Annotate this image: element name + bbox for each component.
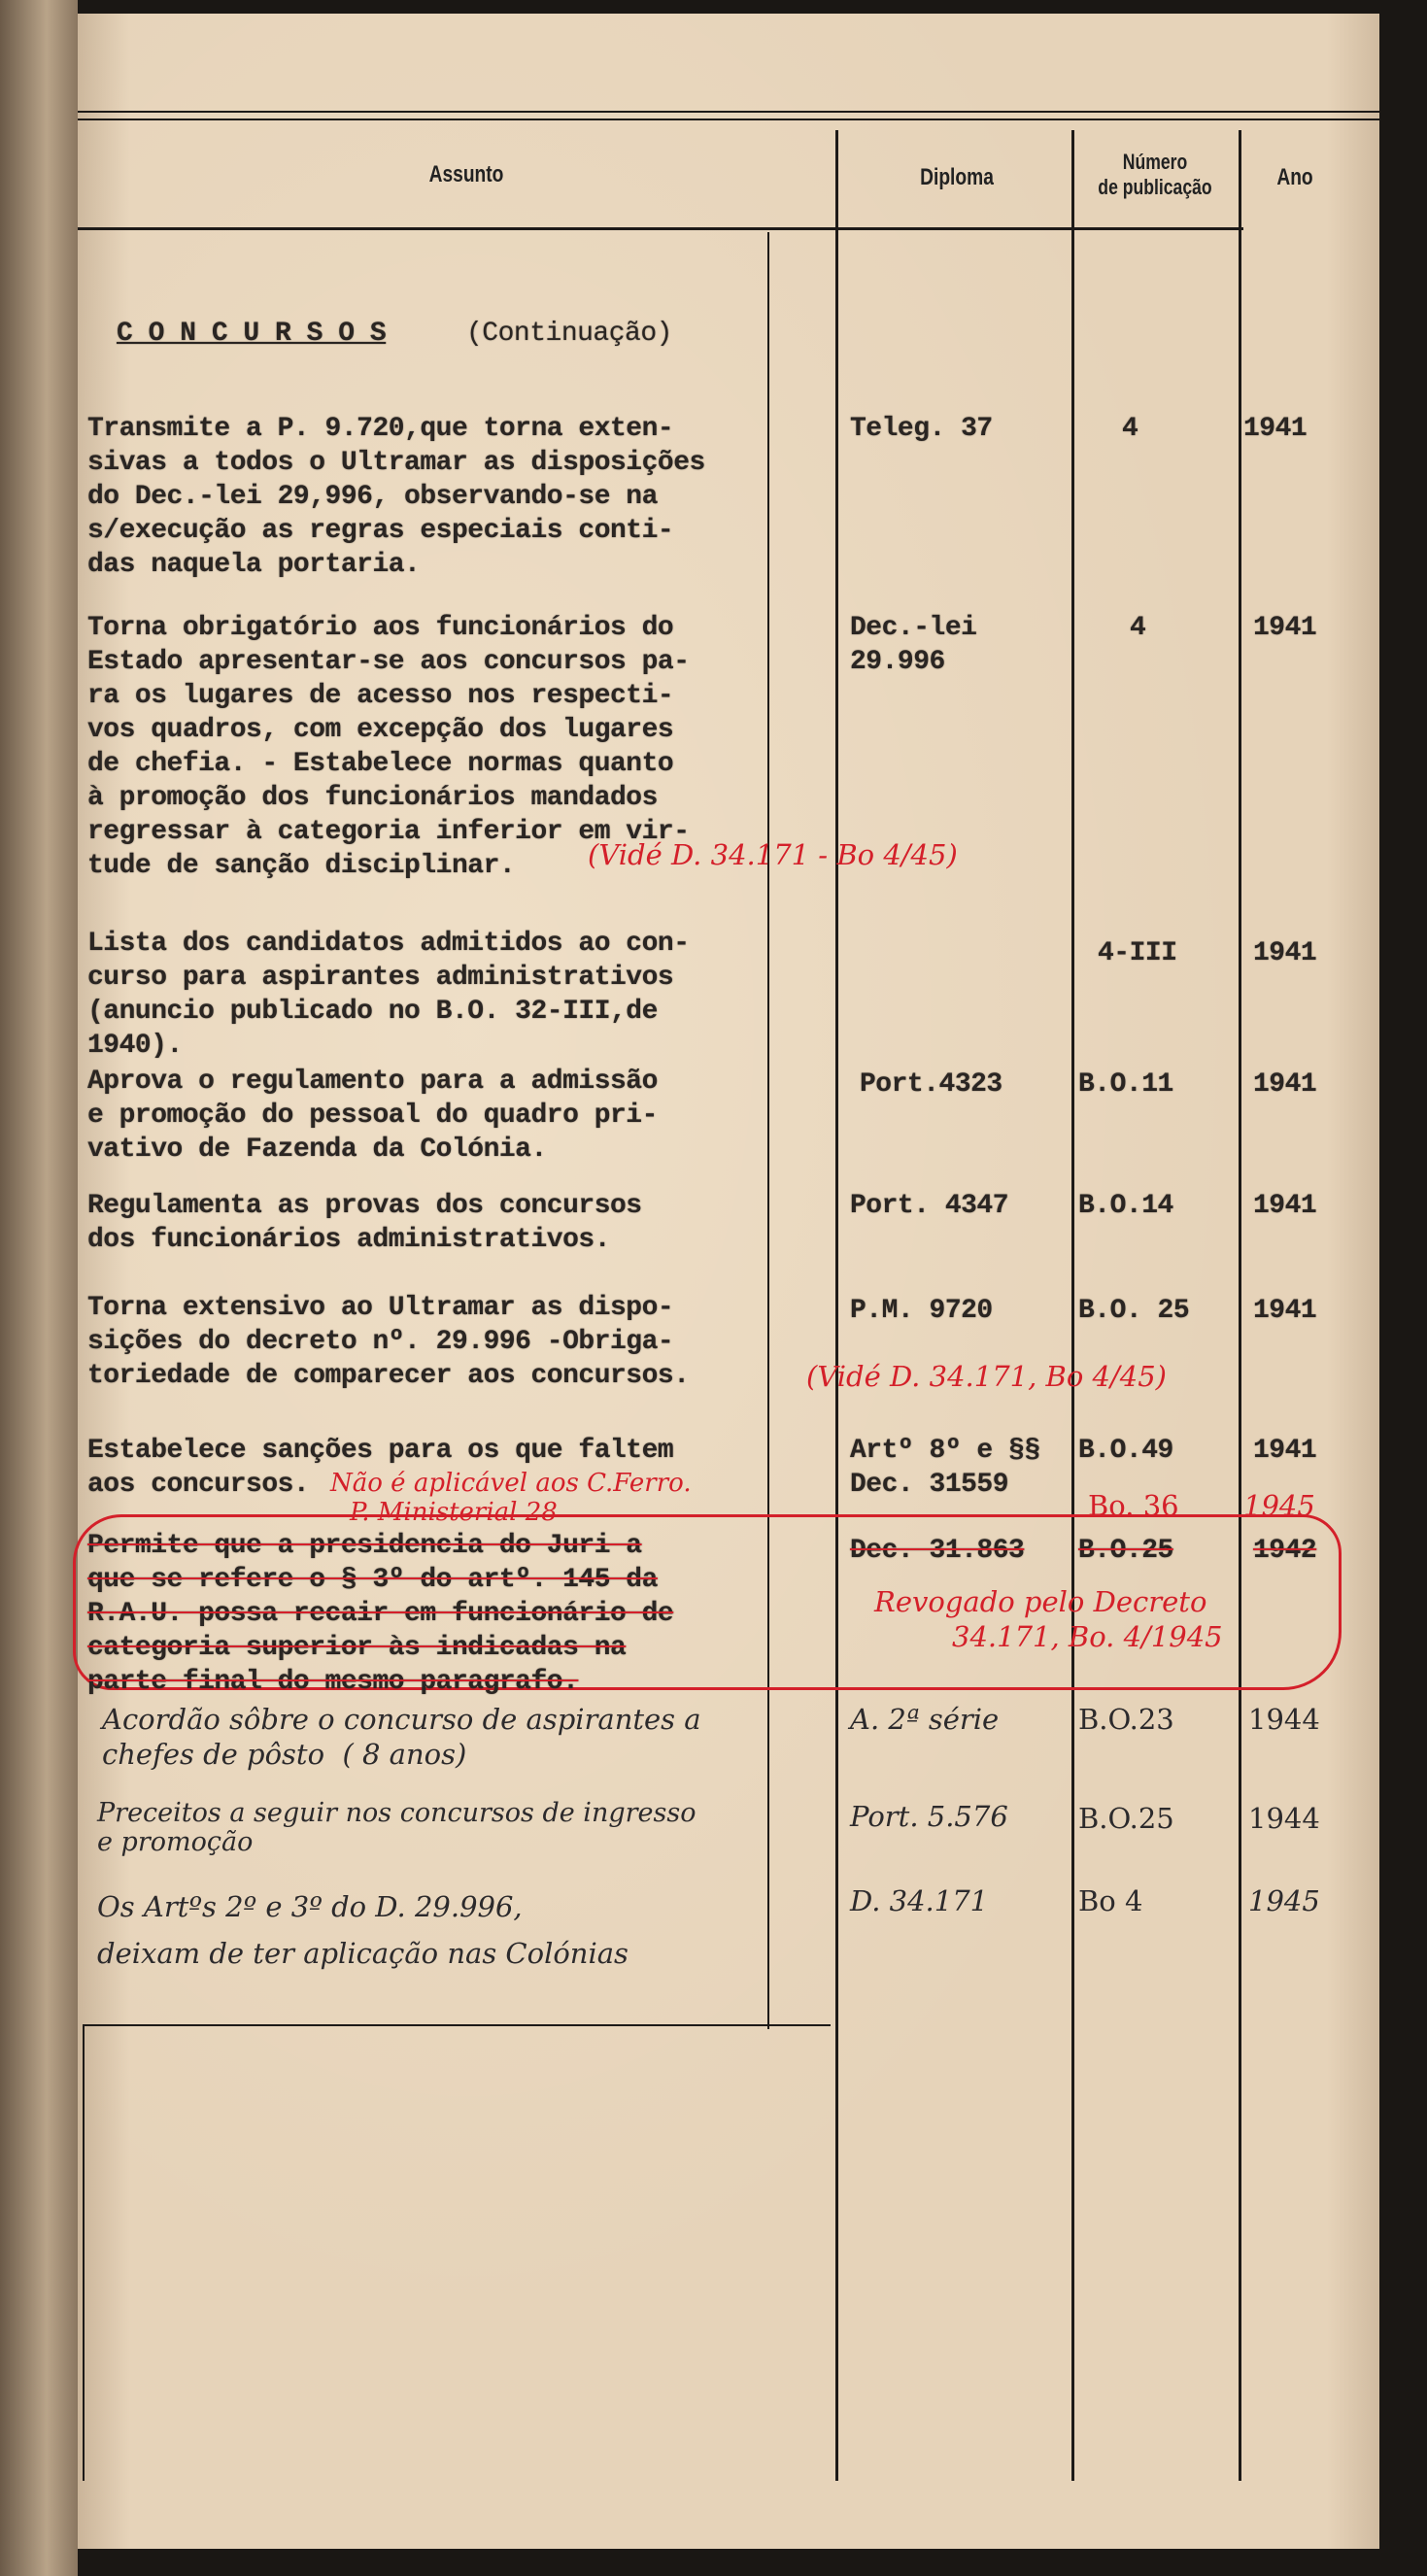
ledger-page xyxy=(78,14,1379,2549)
row-diploma: Artº 8º e §§ Dec. 31559 xyxy=(850,1436,1040,1500)
row-numero: 4-III xyxy=(1098,938,1177,968)
revoked-note: Revogado pelo Decreto xyxy=(874,1585,1207,1618)
row-assunto: Aprova o regulamento para a admissão e promoção do pessoal do quadro pri- vativo de Fazenda da Colónia. xyxy=(87,1067,658,1165)
row-numero: Bo 4 xyxy=(1078,1884,1143,1917)
row-ano: 1945 xyxy=(1248,1884,1320,1917)
row-numero: B.O.11 xyxy=(1078,1069,1173,1100)
row-note: (Vidé D. 34.171 - Bo 4/45) xyxy=(588,838,958,871)
top-rule xyxy=(78,111,1379,113)
top-rule-2 xyxy=(78,119,1379,120)
row-assunto: Torna obrigatório aos funcionários do Estado apresentar-se aos concursos pa- ra os lugares de acesso nos respecti- vos quadros, com excepção dos lugares de chefia. - Estabelece normas quanto à promoção dos funcionários mandados regressar à categoria inferior em vir- tude de sanção disciplinar. xyxy=(87,613,690,881)
row-diploma: A. 2ª série xyxy=(850,1703,1000,1736)
bottom-rule xyxy=(83,2024,831,2026)
row-diploma: Dec. 31.863 xyxy=(850,1536,1025,1566)
previous-page-edge xyxy=(0,0,78,2576)
col-divider-ano xyxy=(1239,130,1241,2481)
assunto-inner-rule xyxy=(767,232,769,2029)
row-numero: B.O.14 xyxy=(1078,1191,1173,1221)
header-numero-line1: Número xyxy=(1122,150,1188,174)
row-diploma: Dec.-lei 29.996 xyxy=(850,613,977,677)
row-assunto: Os Artºs 2º e 3º do D. 29.996, deixam de ter aplicação nas Colónias xyxy=(97,1890,629,1970)
header-numero xyxy=(1088,150,1222,200)
row-ano-2: 1945 xyxy=(1243,1489,1315,1522)
col-divider-numero xyxy=(1071,130,1074,2481)
row-assunto: Acordão sôbre o concurso de aspirantes a chefes de pôsto ( 8 anos) xyxy=(102,1703,701,1771)
row-ano: 1941 xyxy=(1253,1436,1317,1466)
row-ano: 1941 xyxy=(1243,414,1308,444)
bottom-left-rule xyxy=(83,2024,85,2481)
section-suffix: (Continuação) xyxy=(466,319,672,349)
row-assunto: Transmite a P. 9.720,que torna exten- sivas a todos o Ultramar as disposições do Dec.-lei 29,996, observando-se na s/execução as regras especiais conti- das naquela portaria. xyxy=(87,414,705,580)
row-ano: 1941 xyxy=(1253,1191,1317,1221)
header-numero-line2: de publicação xyxy=(1098,175,1212,199)
row-numero: B.O. 25 xyxy=(1078,1296,1190,1326)
row-diploma: Teleg. 37 xyxy=(850,414,993,444)
row-assunto: Torna extensivo ao Ultramar as dispo- sições do decreto nº. 29.996 -Obriga- toriedade de comparecer aos concursos. xyxy=(87,1293,690,1391)
row-numero: B.O.25 xyxy=(1078,1536,1173,1566)
row-numero: B.O.49 xyxy=(1078,1436,1173,1466)
row-ano: 1941 xyxy=(1253,613,1317,643)
row-ano: 1944 xyxy=(1248,1802,1320,1835)
row-ano: 1941 xyxy=(1253,938,1317,968)
row-diploma: D. 34.171 xyxy=(850,1884,989,1917)
row-diploma: Port. 5.576 xyxy=(850,1800,1008,1833)
row-note-2: P. Ministerial 28 xyxy=(350,1498,558,1527)
row-numero: 4 xyxy=(1122,414,1138,444)
row-ano: 1944 xyxy=(1248,1703,1320,1736)
header-diploma: Diploma xyxy=(920,164,994,190)
row-assunto: Estabelece sanções para os que faltem aos concursos. xyxy=(87,1436,674,1500)
row-ano: 1941 xyxy=(1253,1296,1317,1326)
revoked-note-2: 34.171, Bo. 4/1945 xyxy=(952,1620,1223,1653)
row-assunto: Permite que a presidencia do Juri a que se refere o § 3º do artº. 145 da R.A.U. possa recair em funcionário de categoria superior às indicadas na parte final do mesmo paragrafo. xyxy=(87,1531,674,1697)
row-assunto: Preceitos a seguir nos concursos de ingresso e promoção xyxy=(97,1798,697,1857)
row-numero-2: Bo. 36 xyxy=(1088,1489,1179,1522)
row-note: (Vidé D. 34.171, Bo 4/45) xyxy=(806,1360,1167,1393)
row-diploma: Port.4323 xyxy=(860,1069,1002,1100)
row-assunto: Lista dos candidatos admitidos ao con- curso para aspirantes administrativos (anuncio publicado no B.O. 32-III,de 1940). xyxy=(87,929,690,1061)
row-ano: 1942 xyxy=(1253,1536,1317,1566)
row-diploma: P.M. 9720 xyxy=(850,1296,993,1326)
row-numero: B.O.25 xyxy=(1078,1802,1174,1835)
row-numero: B.O.23 xyxy=(1078,1703,1174,1736)
header-assunto: Assunto xyxy=(428,161,504,187)
header-ano: Ano xyxy=(1276,164,1313,190)
section-title: C O N C U R S O S xyxy=(117,319,387,349)
col-divider-diploma xyxy=(835,130,838,2481)
row-ano: 1941 xyxy=(1253,1069,1317,1100)
row-diploma: Port. 4347 xyxy=(850,1191,1009,1221)
row-note: Não é aplicável aos C.Ferro. xyxy=(330,1469,692,1498)
row-assunto: Regulamenta as provas dos concursos dos funcionários administrativos. xyxy=(87,1191,642,1255)
row-numero: 4 xyxy=(1130,613,1146,643)
header-rule xyxy=(78,227,1243,230)
